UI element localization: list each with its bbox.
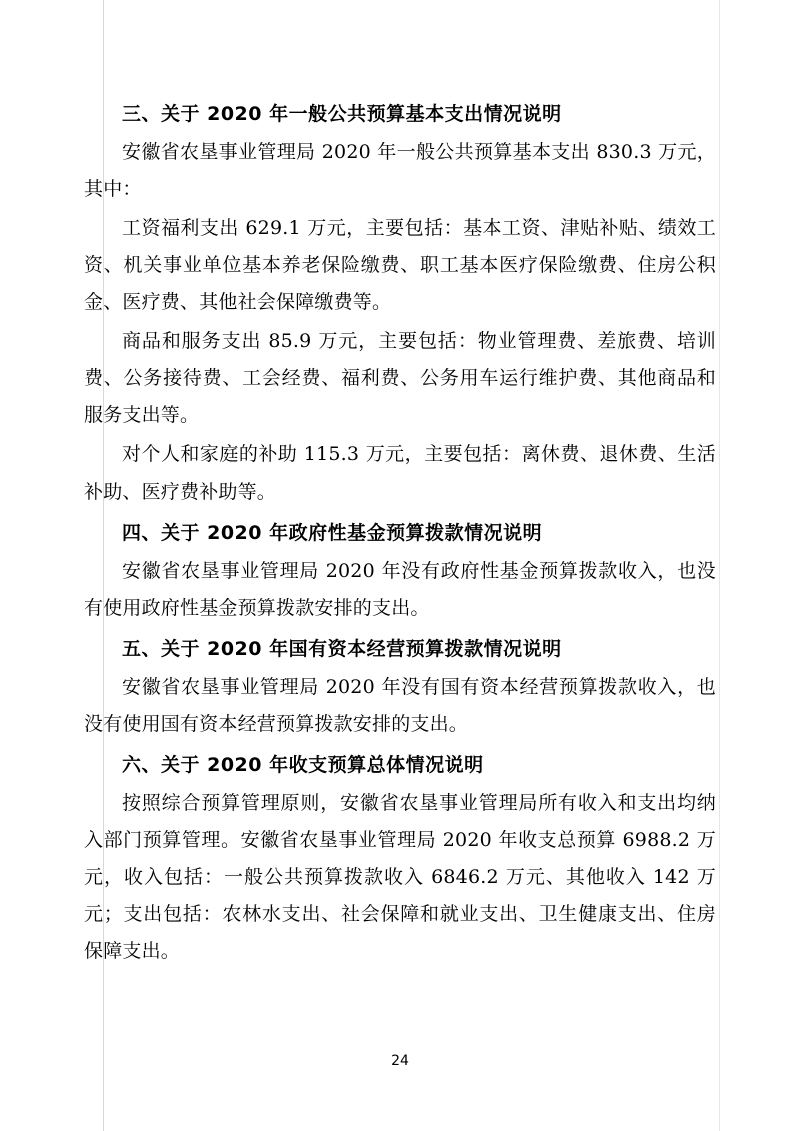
page-number: 24 [391, 1053, 409, 1069]
section-heading: 六、关于 2020 年收支预算总体情况说明 [122, 753, 484, 776]
section-four [84, 515, 716, 627]
paragraph: 按照综合预算管理原则，安徽省农垦事业管理局所有收入和支出均纳入部门预算管理。安徽省农垦事业管理局 2020 年收支总预算 6988.2 万元，收入包括：一般公共预算拨款收入 6846.2 万元、其他收入 142 万元；支出包括：农林水支出、社会保障和就业支出、卫生健康支出、住房保障支出。 [84, 792, 716, 963]
paragraph: 对个人和家庭的补助 115.3 万元，主要包括：离休费、退休费、生活补助、医疗费补助等。 [84, 443, 716, 503]
paragraph: 安徽省农垦事业管理局 2020 年一般公共预算基本支出 830.3 万元，其中： [84, 141, 716, 201]
paragraph: 安徽省农垦事业管理局 2020 年没有政府性基金预算拨款收入，也没有使用政府性基金预算拨款安排的支出。 [84, 559, 716, 619]
page-margin-line-right [719, 0, 720, 1131]
section-heading: 五、关于 2020 年国有资本经营预算拨款情况说明 [122, 637, 562, 660]
document-body [84, 96, 716, 970]
section-heading: 四、关于 2020 年政府性基金预算拨款情况说明 [122, 521, 543, 544]
paragraph: 安徽省农垦事业管理局 2020 年没有国有资本经营预算拨款收入，也没有使用国有资本经营预算拨款安排的支出。 [84, 675, 716, 735]
paragraph: 工资福利支出 629.1 万元，主要包括：基本工资、津贴补贴、绩效工资、机关事业单位基本养老保险缴费、职工基本医疗保险缴费、住房公积金、医疗费、其他社会保障缴费等。 [84, 217, 716, 314]
paragraph: 商品和服务支出 85.9 万元，主要包括：物业管理费、差旅费、培训费、公务接待费、工会经费、福利费、公务用车运行维护费、其他商品和服务支出等。 [84, 330, 716, 427]
section-heading: 三、关于 2020 年一般公共预算基本支出情况说明 [122, 103, 562, 125]
section-six [84, 747, 716, 970]
section-three [84, 96, 716, 511]
section-five [84, 631, 716, 743]
